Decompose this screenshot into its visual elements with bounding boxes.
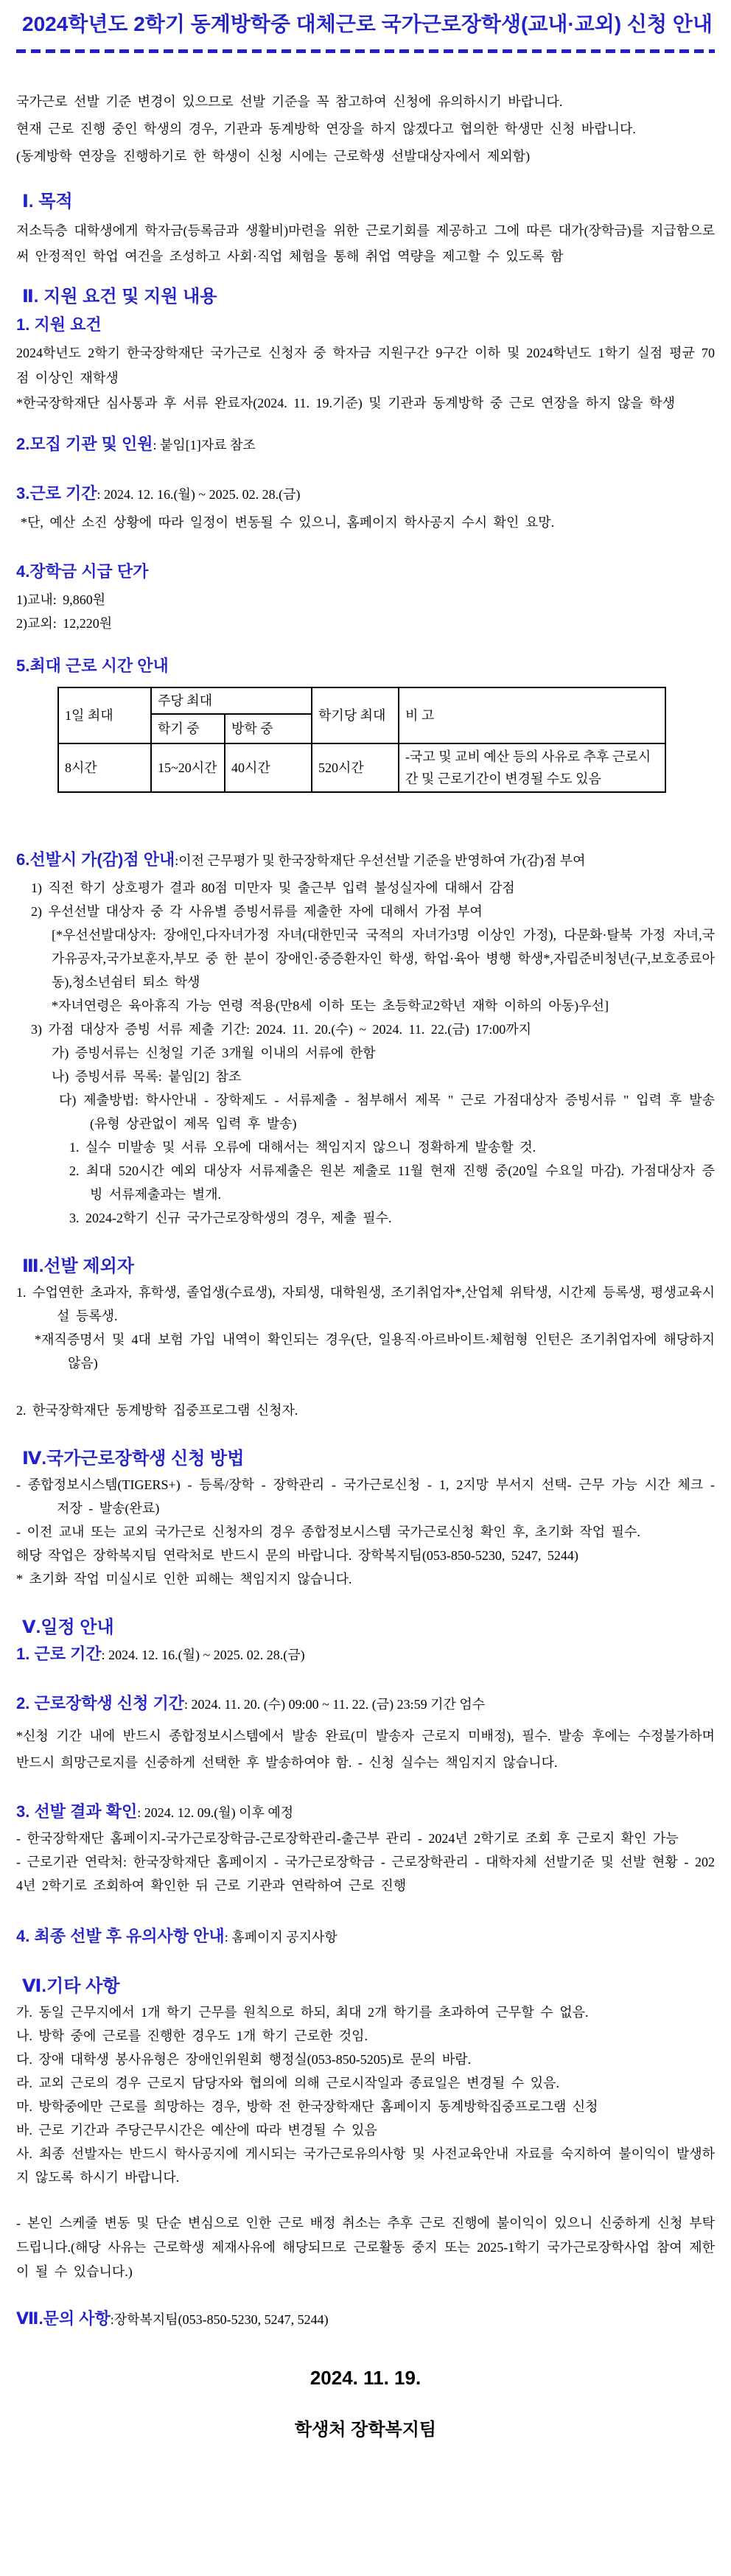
recruit-label: 2.모집 기관 및 인원 [16, 435, 153, 453]
cell-weekly-semester: 15~20시간 [151, 743, 225, 792]
bonus-item-2-note-1: [*우선선발대상자: 장애인,다자녀가정 자녀(대한민국 국적의 자녀가3명 이상인 가정), 다문화·탈북 가정 자녀,국가유공자,국가보훈자,부모 중 한 분이 장애인·중증환자인 학생, 학업·육아 병행 학생*,자립준비청년(구,보호종료아동),청소년쉼터 퇴소 학생 [52, 928, 715, 990]
etc-item-ma: 마. 방학중에만 근로를 희망하는 경우, 방학 전 한국장학재단 홈페이지 동계방학집중프로그램 신청 [16, 2099, 598, 2114]
bonus-item-2-note-2: *자녀연령은 육아휴직 가능 연령 적용(만8세 이하 또는 초등학교2학년 재학 이하의 아동)우선] [52, 998, 609, 1013]
apply-item-4: * 초기화 작업 미실시로 인한 피해는 책임지지 않습니다. [16, 1572, 352, 1586]
recruit-value: : 붙임[1]자료 참조 [153, 438, 256, 452]
etc-note: - 본인 스케줄 변동 및 단순 변심으로 인한 근로 배정 취소는 추후 근로 진행에 불이익이 있으니 신중하게 신청 부탁드립니다.(해당 사유는 근로학생 제재사유에 해당되므로 근로활동 중지 또는 2025-1학기 국가근로장학사업 참여 제한이 될 수 있습니다.) [16, 2216, 715, 2279]
bonus-heading-line [16, 847, 715, 873]
schedule-final-value: : 홈페이지 공지사항 [224, 1930, 337, 1945]
th-semester-max: 학기당 최대 [312, 687, 399, 743]
purpose-body: 저소득층 대학생에게 학자금(등록금과 생활비)마련을 위한 근로기회를 제공하고 그에 따른 대가(장학금)를 지급함으로써 안정적인 학업 여건을 조성하고 사회·직업 체험을 통해 취업 역량을 제고할 수 있도록 함 [16, 223, 715, 264]
schedule-apply-note: *신청 기간 내에 반드시 종합정보시스템에서 발송 완료(미 발송자 근로지 미배정), 필수. 발송 후에는 수정불가하며 반드시 희망근로지를 신중하게 선택한 후 발송하여야 함. - 신청 실수는 책임지지 않습니다. [16, 1729, 715, 1770]
schedule-final-label: 4. 최종 선발 후 유의사항 안내 [16, 1927, 225, 1945]
schedule-work-period-value: : 2024. 12. 16.(월) ~ 2025. 02. 28.(금) [101, 1648, 305, 1662]
etc-item-ga: 가. 동일 근무지에서 1개 학기 근무를 원칙으로 하되, 최대 2개 학기를 초과하여 근무할 수 없음. [16, 2005, 589, 2020]
contact-line [16, 2306, 715, 2332]
bonus-item-3c-3: 3. 2024-2학기 신규 국가근로장학생의 경우, 제출 필수. [69, 1211, 392, 1225]
contact-value: :장학복지팀(053-850-5230, 5247, 5244) [110, 2312, 329, 2327]
doc-date: 2024. 11. 19. [309, 2367, 422, 2389]
cell-note: -국고 및 교비 예산 등의 사유로 추후 근로시간 및 근로기간이 변경될 수도 있음 [399, 743, 665, 792]
work-period-line [16, 481, 715, 507]
schedule-result-item-2: - 근로기관 연락처: 한국장학재단 홈페이지 - 국가근로장학금 - 근로장학관리 - 대학자체 선발기준 및 선발 현황 - 2024년 2학기로 조회하여 확인한 뒤 근로 기관과 연락하여 근로 진행 [16, 1855, 715, 1893]
th-note: 비 고 [399, 687, 665, 743]
support-req-body: 2024학년도 2학기 한국장학재단 국가근로 신청자 중 학자금 지원구간 9구간 이하 및 2024학년도 1학기 실점 평균 70점 이상인 재학생 [16, 346, 715, 385]
dashed-divider [16, 49, 715, 53]
bonus-item-2: 2) 우선선발 대상자 중 각 사유별 증빙서류를 제출한 자에 대해서 가점 부여 [31, 904, 483, 919]
schedule-result-label: 3. 선발 결과 확인 [16, 1802, 138, 1821]
schedule-result-item-1: - 한국장학재단 홈페이지-국가근로장학금-근로장학관리-출근부 관리 - 2024년 2학기로 조회 후 근로지 확인 가능 [16, 1831, 679, 1846]
th-daily-max: 1일 최대 [58, 687, 151, 743]
section-schedule-heading: Ⅴ.일정 안내 [22, 1617, 114, 1637]
schedule-apply-period-value: : 2024. 11. 20. (수) 09:00 ~ 11. 22. (금) 23:59 기간 엄수 [183, 1697, 486, 1712]
cell-semester-max: 520시간 [312, 743, 399, 792]
intro-line-1: 국가근로 선발 기준 변경이 있으므로 선발 기준을 꼭 참고하여 신청에 유의하시기 바랍니다. [16, 94, 563, 109]
excluded-item-2: 2. 한국장학재단 동계방학 집중프로그램 신청자. [16, 1403, 298, 1418]
etc-item-na: 나. 방학 중에 근로를 진행한 경우도 1개 학기 근로한 것임. [16, 2029, 368, 2043]
doc-title: 2024학년도 2학기 동계방학중 대체근로 국가근로장학생(교내·교외) 신청 안내 [22, 13, 713, 35]
section-apply-heading: Ⅳ.국가근로장학생 신청 방법 [22, 1449, 245, 1469]
apply-item-2: - 이전 교내 또는 교외 국가근로 신청자의 경우 종합정보시스템 국가근로신청 확인 후, 초기화 작업 필수. [16, 1525, 640, 1539]
excluded-item-1: 1. 수업연한 초과자, 휴학생, 졸업생(수료생), 자퇴생, 대학원생, 조기취업자*,산업체 위탁생, 시간제 등록생, 평생교육시설 등록생. [16, 1285, 715, 1323]
intro-line-2: 현재 근로 진행 중인 학생의 경우, 기관과 동계방학 연장을 하지 않겠다고 협의한 학생만 신청 바랍니다. [16, 122, 636, 136]
excluded-item-1-note: *재직증명서 및 4대 보험 가입 내역이 확인되는 경우(단, 일용직·아르바이트·체험형 인턴은 조기취업자에 해당하지 않음) [35, 1332, 715, 1371]
intro-line-3: (동계방학 연장을 진행하기로 한 학생이 신청 시에는 근로학생 선발대상자에서 제외함) [16, 149, 531, 164]
schedule-apply-period-label: 2. 근로장학생 신청 기간 [16, 1694, 184, 1712]
bonus-item-3c: 다) 제출방법: 학사안내 - 장학제도 - 서류제출 - 첨부해서 제목 " 근로 가점대상자 증빙서류 " 입력 후 발송 (유형 상관없이 제목 입력 후 발송) [59, 1093, 715, 1131]
section-purpose-heading: Ⅰ. 목적 [22, 192, 73, 211]
bonus-item-3a: 가) 증빙서류는 신청일 기준 3개월 이내의 서류에 한함 [52, 1046, 376, 1060]
th-during-semester: 학기 중 [151, 714, 225, 743]
section-support-heading: Ⅱ. 지원 요건 및 지원 내용 [22, 287, 217, 307]
recruit-line [16, 432, 715, 458]
etc-item-ra: 라. 교외 근로의 경우 근로지 담당자와 협의에 의해 근로시작일과 종료일은 변경될 수 있음. [16, 2076, 559, 2090]
bonus-item-1: 1) 직전 학기 상호평가 결과 80점 미만자 및 출근부 입력 불성실자에 대해서 감점 [31, 881, 515, 895]
contact-label: Ⅶ.문의 사항 [16, 2309, 111, 2328]
max-hours-table [57, 687, 666, 793]
cell-daily-max: 8시간 [58, 743, 151, 792]
hourly-rate-heading: 4.장학금 시급 단가 [16, 562, 149, 581]
section-excluded-heading: Ⅲ.선발 제외자 [22, 1256, 134, 1276]
etc-item-ba: 바. 근로 기간과 주당근무시간은 예산에 따라 변경될 수 있음 [16, 2123, 377, 2138]
bonus-item-3: 3) 가점 대상자 증빙 서류 제출 기간: 2024. 11. 20.(수) ~ 2024. 11. 22.(금) 17:00까지 [31, 1022, 531, 1037]
work-period-value: : 2024. 12. 16.(월) ~ 2025. 02. 28.(금) [97, 487, 301, 502]
work-period-label: 3.근로 기간 [16, 484, 97, 503]
bonus-value: :이전 근무평가 및 한국장학재단 우선선발 기준을 반영하여 가(감)점 부여 [175, 853, 586, 868]
cell-weekly-vacation: 40시간 [225, 743, 312, 792]
bonus-item-3c-1: 1. 실수 미발송 및 서류 오류에 대해서는 책임지지 않으니 정확하게 발송할 것. [69, 1140, 536, 1155]
th-weekly-max: 주당 최대 [151, 687, 312, 714]
apply-item-3: 해당 작업은 장학복지팀 연락처로 반드시 문의 바랍니다. 장학복지팀(053-850-5230, 5247, 5244) [16, 1548, 578, 1563]
th-during-vacation: 방학 중 [225, 714, 312, 743]
max-hours-heading: 5.최대 근로 시간 안내 [16, 657, 169, 675]
bonus-label: 6.선발시 가(감)점 안내 [16, 850, 175, 869]
section-etc-heading: Ⅵ.기타 사항 [22, 1976, 120, 1996]
support-req-heading: 1. 지원 요건 [16, 315, 102, 334]
hourly-rate-oncampus: 1)교내: 9,860원 [16, 592, 106, 607]
work-period-note: *단, 예산 소진 상황에 따라 일정이 변동될 수 있으니, 홈페이지 학사공지 수시 확인 요망. [21, 515, 555, 530]
schedule-apply-period-line [16, 1691, 715, 1717]
schedule-final-line [16, 1924, 715, 1950]
schedule-work-period-line [16, 1642, 715, 1667]
schedule-result-line [16, 1799, 715, 1825]
schedule-work-period-label: 1. 근로 기간 [16, 1645, 102, 1663]
apply-item-1: - 종합정보시스템(TIGERS+) - 등록/장학 - 장학관리 - 국가근로신청 - 1, 2지망 부서지 선택- 근무 가능 시간 체크 - 저장 - 발송(완료) [16, 1477, 715, 1516]
schedule-result-value: : 2024. 12. 09.(월) 이후 예정 [137, 1805, 294, 1820]
etc-item-da: 다. 장애 대학생 봉사유형은 장애인위원회 행정실(053-850-5205)로 문의 바람. [16, 2052, 472, 2067]
bonus-item-3c-2: 2. 최대 520시간 예외 대상자 서류제출은 원본 제출로 11월 현재 진행 중(20일 수요일 마감). 가점대상자 증빙 서류제출과는 별개. [69, 1163, 715, 1202]
etc-item-sa: 사. 최종 선발자는 반드시 학사공지에 게시되는 국가근로유의사항 및 사전교육안내 자료를 숙지하여 불이익이 발생하지 않도록 하시기 바랍니다. [16, 2146, 715, 2185]
support-req-note: *한국장학재단 심사통과 후 서류 완료자(2024. 11. 19.기준) 및 기관과 동계방학 중 근로 연장을 하지 않을 학생 [16, 396, 676, 410]
bonus-item-3b: 나) 증빙서류 목록: 붙임[2] 참조 [52, 1069, 242, 1084]
doc-signature: 학생처 장학복지팀 [294, 2420, 437, 2440]
hourly-rate-offcampus: 2)교외: 12,220원 [16, 616, 113, 631]
